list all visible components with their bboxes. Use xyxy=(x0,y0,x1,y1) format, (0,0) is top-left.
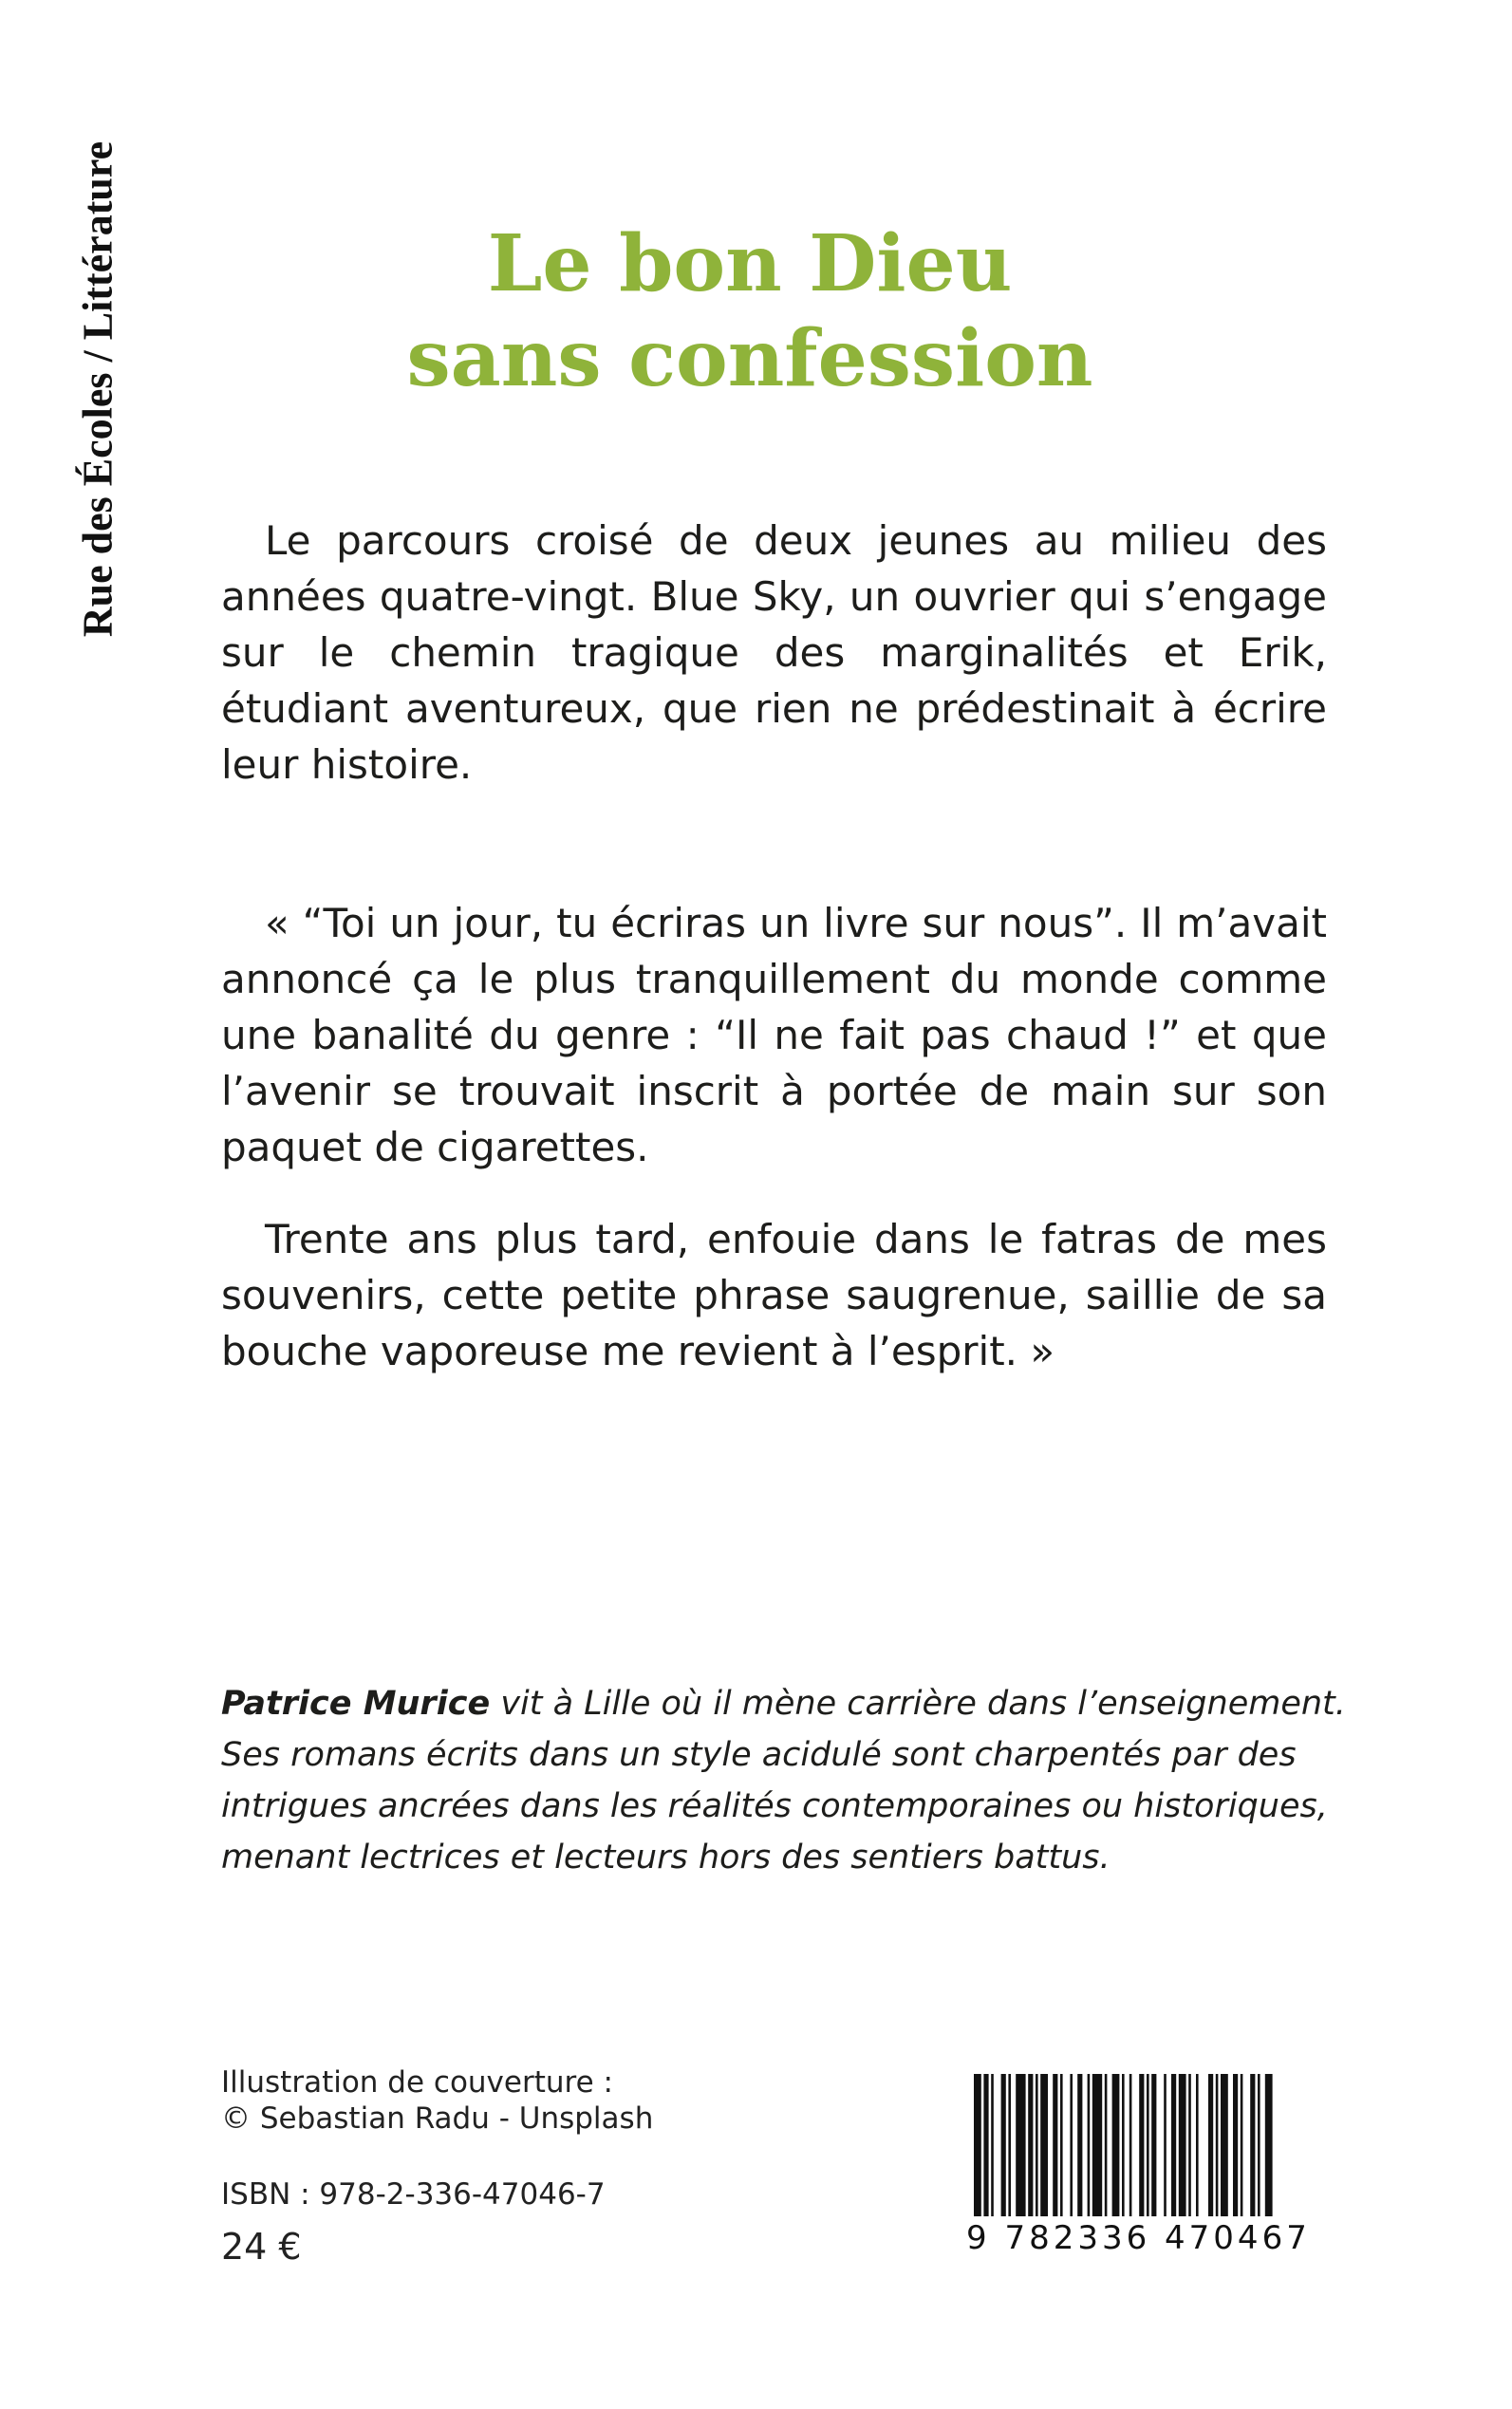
barcode-bar xyxy=(974,2074,981,2216)
barcode-bar xyxy=(1070,2074,1073,2216)
illustration-label: Illustration de couverture : xyxy=(221,2065,613,2100)
blurb-quote xyxy=(221,895,1327,1379)
author-bio-line-1: vit à Lille où il mène carrière dans l’enseignement. xyxy=(490,1685,1346,1723)
blurb-paragraph-2: « “Toi un jour, tu écriras un livre sur nous”. Il m’avait annoncé ça le plus tranquillement du monde comme une banalité du genre : “Il ne fait pas chaud !” et que l’avenir se trouvait inscrit à portée de main sur son paquet de cigarettes. xyxy=(221,900,1327,1170)
barcode-bar xyxy=(1105,2074,1108,2216)
barcode-bar xyxy=(1164,2074,1167,2216)
barcode-bar xyxy=(1122,2074,1125,2216)
collection-label xyxy=(46,104,150,674)
isbn-text: ISBN : 978-2-336-47046-7 xyxy=(221,2177,606,2212)
blurb-paragraph-3: Trente ans plus tard, enfouie dans le fatras de mes souvenirs, cette petite phrase saugrenue, saillie de sa bouche vaporeuse me revient à l’esprit. » xyxy=(221,1216,1327,1374)
collection-text: Rue des Écoles / Littérature xyxy=(74,140,121,638)
barcode-bar xyxy=(1060,2074,1063,2216)
barcode-bar xyxy=(1112,2074,1120,2216)
author-bio-line-4: menant lectrices et lecteurs hors des sentiers battus. xyxy=(221,1839,1111,1877)
book-title xyxy=(323,216,1177,406)
barcode-bar xyxy=(983,2074,988,2216)
author-bio-line-3: intrigues ancrées dans les réalités contemporaines ou historiques, xyxy=(221,1787,1328,1825)
illustration-credit xyxy=(221,2064,653,2137)
barcode-bar xyxy=(1265,2074,1273,2216)
barcode-bar xyxy=(1241,2074,1243,2216)
price-text: 24 € xyxy=(221,2226,302,2268)
barcode-bar xyxy=(1188,2074,1191,2216)
author-name: Patrice Murice xyxy=(221,1685,491,1723)
barcode-bar xyxy=(1196,2074,1199,2216)
barcode-bar xyxy=(1179,2074,1186,2216)
barcode-bar xyxy=(1139,2074,1144,2216)
barcode-bar xyxy=(1147,2074,1149,2216)
blurb-paragraph-1: Le parcours croisé de deux jeunes au milieu des années quatre-vingt. Blue Sky, un ouvrier qui s’engage sur le chemin tragique des marginalités et Erik, étudiant aventureux, que rien ne prédestinait à écrire leur histoire. xyxy=(221,517,1327,788)
barcode-bar xyxy=(1092,2074,1102,2216)
barcode-bar xyxy=(1171,2074,1176,2216)
barcode-bar xyxy=(1077,2074,1082,2216)
barcode-bars xyxy=(974,2074,1327,2216)
barcode-bar xyxy=(1151,2074,1156,2216)
barcode-bar xyxy=(1040,2074,1048,2216)
barcode-bar xyxy=(1216,2074,1219,2216)
barcode-bar xyxy=(1250,2074,1255,2216)
barcode-bar xyxy=(1053,2074,1057,2216)
blurb-intro xyxy=(221,513,1327,793)
barcode-digits: 9 782336 470467 xyxy=(966,2219,1311,2257)
book-title-line-2: sans confession xyxy=(406,313,1093,404)
barcode-bar xyxy=(1001,2074,1006,2216)
barcode-bar xyxy=(1008,2074,1011,2216)
author-bio xyxy=(221,1678,1346,1883)
price-block xyxy=(221,2226,302,2268)
isbn-block xyxy=(221,2176,606,2213)
barcode-bar xyxy=(1016,2074,1025,2216)
barcode-bar xyxy=(1028,2074,1033,2216)
barcode-bar xyxy=(991,2074,994,2216)
barcode-bar xyxy=(1088,2074,1091,2216)
book-title-line-1: Le bon Dieu xyxy=(487,218,1013,309)
illustration-source: © Sebastian Radu - Unsplash xyxy=(221,2101,654,2136)
barcode-bar xyxy=(1221,2074,1228,2216)
barcode-bar xyxy=(1208,2074,1213,2216)
barcode-bar xyxy=(1258,2074,1260,2216)
barcode-bar xyxy=(1129,2074,1132,2216)
barcode-bar xyxy=(1036,2074,1038,2216)
barcode-bar xyxy=(1233,2074,1238,2216)
author-bio-line-2: Ses romans écrits dans un style acidulé sont charpentés par des xyxy=(221,1736,1297,1774)
